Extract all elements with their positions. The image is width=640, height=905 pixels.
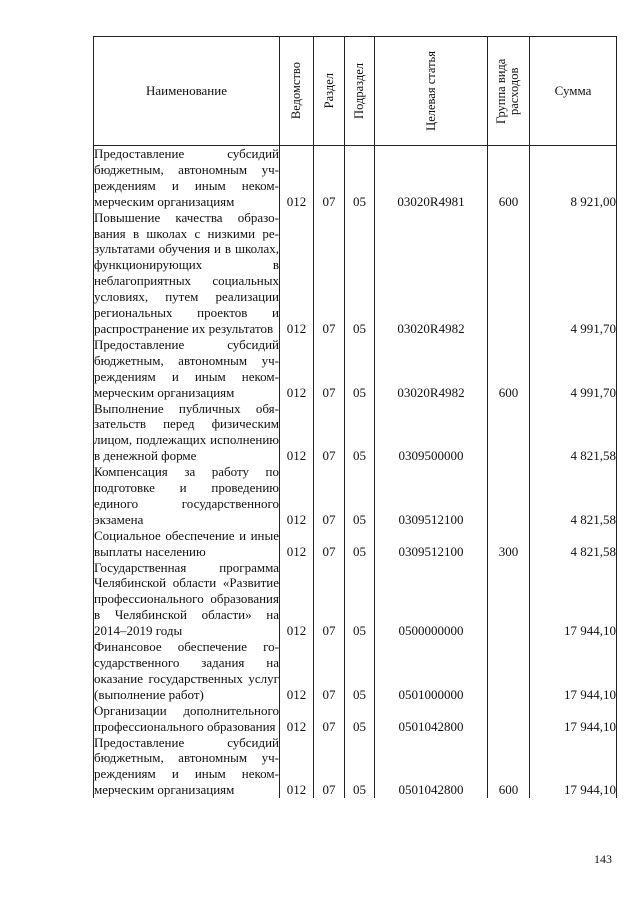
cell-vedomstvo: 012: [280, 703, 314, 735]
cell-gruppa: [488, 703, 530, 735]
table-row: [94, 703, 617, 735]
table-body: [94, 146, 617, 799]
cell-summa: 17 944,10: [530, 639, 617, 703]
cell-razdel: 07: [314, 337, 345, 401]
header-razdel: [314, 37, 345, 146]
cell-gruppa: [488, 639, 530, 703]
cell-podrazdel: 05: [345, 401, 375, 465]
cell-tselevaya: 0309512100: [375, 464, 488, 528]
cell-tselevaya: 0501042800: [375, 735, 488, 799]
cell-summa: 4 991,70: [530, 337, 617, 401]
cell-razdel: 07: [314, 528, 345, 560]
cell-podrazdel: 05: [345, 703, 375, 735]
header-name: Наименование: [94, 37, 280, 146]
header-podrazdel-label: Подраздел: [352, 63, 366, 119]
table-row: [94, 639, 617, 703]
header-razdel-label: Раздел: [321, 73, 336, 109]
table-row: [94, 464, 617, 528]
cell-podrazdel: 05: [345, 735, 375, 799]
cell-gruppa: 600: [488, 735, 530, 799]
table-row: [94, 735, 617, 799]
budget-table: [93, 36, 617, 798]
cell-summa: 4 821,58: [530, 401, 617, 465]
cell-summa: 17 944,10: [530, 735, 617, 799]
cell-name: Предоставление субсидий бюджетным, автономным учреждениям и иным некоммерческим организациям: [94, 146, 279, 209]
cell-summa: 17 944,10: [530, 560, 617, 640]
cell-name: Предоставление субсидий бюджетным, автономным учреждениям и иным некоммерческим организациям: [94, 336, 279, 400]
cell-razdel: 07: [314, 210, 345, 337]
cell-podrazdel: 05: [345, 464, 375, 528]
page-number: 143: [594, 852, 612, 866]
cell-summa: 4 991,70: [530, 210, 617, 337]
cell-vedomstvo: 012: [280, 464, 314, 528]
cell-name: Социальное обеспечение и иные выплаты населению: [94, 527, 279, 559]
cell-tselevaya: 03020R4981: [375, 146, 488, 210]
cell-podrazdel: 05: [345, 560, 375, 640]
cell-gruppa: 300: [488, 528, 530, 560]
cell-razdel: 07: [314, 560, 345, 640]
header-vedomstvo-label: Ведомство: [289, 62, 303, 120]
cell-gruppa: 600: [488, 146, 530, 210]
cell-gruppa: [488, 560, 530, 640]
header-vedomstvo: [280, 37, 314, 146]
cell-vedomstvo: 012: [280, 146, 314, 210]
header-tselevaya: [375, 37, 488, 146]
cell-vedomstvo: 012: [280, 735, 314, 799]
cell-gruppa: [488, 210, 530, 337]
cell-tselevaya: 0309512100: [375, 528, 488, 560]
table-row: [94, 528, 617, 560]
cell-vedomstvo: 012: [280, 528, 314, 560]
cell-podrazdel: 05: [345, 146, 375, 210]
table-row: [94, 210, 617, 337]
cell-vedomstvo: 012: [280, 401, 314, 465]
cell-podrazdel: 05: [345, 337, 375, 401]
cell-summa: 8 921,00: [530, 146, 617, 210]
cell-vedomstvo: 012: [280, 210, 314, 337]
cell-razdel: 07: [314, 735, 345, 799]
header-gruppa: [488, 37, 530, 146]
cell-name: Организации дополнительного профессионального образования: [94, 702, 279, 734]
cell-tselevaya: 0501042800: [375, 703, 488, 735]
cell-tselevaya: 03020R4982: [375, 337, 488, 401]
cell-name: Выполнение публичных обязательств перед физическим лицом, подлежащих исполнению в денежной форме: [94, 400, 279, 464]
header-gruppa-label: Группа вида расходов: [493, 58, 521, 124]
cell-name: Государственная программа Челябинской области «Развитие профессионального образования в Челябинской области» на 2014–2019 годы: [94, 559, 279, 639]
header-summa: Сумма: [530, 37, 617, 146]
cell-razdel: 07: [314, 401, 345, 465]
cell-summa: 17 944,10: [530, 703, 617, 735]
cell-gruppa: 600: [488, 337, 530, 401]
cell-razdel: 07: [314, 464, 345, 528]
table-row: [94, 560, 617, 640]
cell-vedomstvo: 012: [280, 337, 314, 401]
cell-vedomstvo: 012: [280, 560, 314, 640]
cell-podrazdel: 05: [345, 528, 375, 560]
cell-vedomstvo: 012: [280, 639, 314, 703]
cell-summa: 4 821,58: [530, 464, 617, 528]
cell-razdel: 07: [314, 703, 345, 735]
cell-tselevaya: 0309500000: [375, 401, 488, 465]
cell-summa: 4 821,58: [530, 528, 617, 560]
cell-tselevaya: 0501000000: [375, 639, 488, 703]
table-row: [94, 401, 617, 465]
cell-tselevaya: 0500000000: [375, 560, 488, 640]
cell-razdel: 07: [314, 146, 345, 210]
cell-gruppa: [488, 464, 530, 528]
cell-name: Предоставление субсидий бюджетным, автономным учреждениям и иным некоммерческим организациям: [94, 734, 279, 798]
header-tselevaya-label: Целевая статья: [423, 51, 438, 131]
table-row: [94, 337, 617, 401]
cell-podrazdel: 05: [345, 210, 375, 337]
cell-name: Компенсация за работу по подготовке и проведению единого государственного экзамена: [94, 464, 279, 527]
header-podrazdel: [345, 37, 375, 146]
header-row: [94, 37, 617, 146]
cell-name: Повышение качества образования в школах с низкими результатами обучения и в школах, функционирующих в неблагоприятных социальных условиях, путем реализации региональных проектов и распространение их результатов: [94, 209, 279, 336]
cell-razdel: 07: [314, 639, 345, 703]
table-row: [94, 146, 617, 210]
cell-tselevaya: 03020R4982: [375, 210, 488, 337]
cell-name: Финансовое обеспечение государственного задания на оказание государственных услуг (выполнение работ): [94, 639, 279, 702]
cell-gruppa: [488, 401, 530, 465]
cell-podrazdel: 05: [345, 639, 375, 703]
